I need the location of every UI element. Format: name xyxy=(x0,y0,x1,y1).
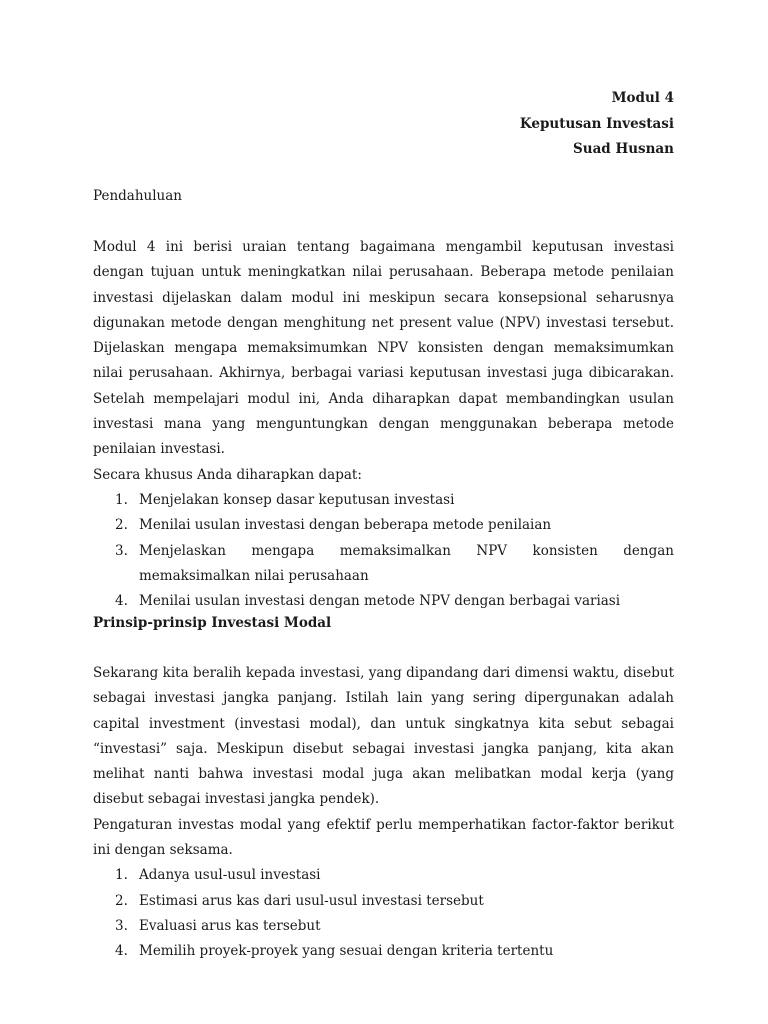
intro-heading: Pendahuluan xyxy=(93,188,182,204)
section-factors-list xyxy=(93,863,674,964)
list-number: 3. xyxy=(115,542,128,559)
list-number: 2. xyxy=(115,892,128,909)
list-text: Menilai usulan investasi dengan metode NPV dengan berbagai variasi xyxy=(139,593,621,610)
list-text: Menjelaskan mengapa memaksimalkan NPV konsisten dengan memaksimalkan nilai perusahaan xyxy=(139,542,674,584)
section-heading-block xyxy=(93,611,674,636)
section-body xyxy=(93,661,674,965)
intro-heading-block xyxy=(93,184,674,209)
list-item xyxy=(93,863,674,888)
document-title: Keputusan Investasi xyxy=(519,115,674,132)
list-text: Evaluasi arus kas tersebut xyxy=(139,917,321,934)
list-item xyxy=(93,914,674,939)
intro-section xyxy=(93,235,674,614)
list-item xyxy=(93,889,674,914)
section-paragraph: Sekarang kita beralih kepada investasi, yang dipandang dari dimensi waktu, disebut sebagai investasi jangka panjang. Istilah lain yang sering dipergunakan adalah capital investment (investasi modal), dan untuk singkatnya kita sebut sebagai “investasi” saja. Meskipun disebut sebagai investasi jangka panjang, kita akan melihat nanti bahwa investasi modal juga akan melibatkan modal kerja (yang disebut sebagai investasi jangka pendek). xyxy=(93,665,674,808)
list-number: 3. xyxy=(115,917,128,934)
intro-lead: Secara khusus Anda diharapkan dapat: xyxy=(93,466,362,483)
list-number: 4. xyxy=(115,593,128,610)
list-number: 1. xyxy=(115,491,128,508)
document-header xyxy=(520,86,674,163)
list-text: Memilih proyek-proyek yang sesuai dengan kriteria tertentu xyxy=(139,943,554,960)
intro-paragraph: Modul 4 ini berisi uraian tentang bagaimana mengambil keputusan investasi dengan tujuan untuk meningkatkan nilai perusahaan. Beberapa metode penilaian investasi dijelaskan dalam modul ini meskipun secara konsepsional seharusnya digunakan metode dengan menghitung net present value (NPV) investasi tersebut. Dijelaskan mengapa memaksimumkan NPV konsisten dengan memaksimumkan nilai perusahaan. Akhirnya, berbagai variasi keputusan investasi juga dibicarakan. Setelah mempelajari modul ini, Anda diharapkan dapat membandingkan usulan investasi mana yang menguntungkan dengan menggunakan beberapa metode penilaian investasi. xyxy=(93,239,674,458)
list-item xyxy=(93,539,674,590)
intro-objectives-list xyxy=(93,488,674,614)
section-heading: Prinsip-prinsip Investasi Modal xyxy=(93,615,332,631)
module-label: Modul 4 xyxy=(611,90,674,106)
list-item xyxy=(93,939,674,964)
list-number: 2. xyxy=(115,517,128,534)
list-text: Estimasi arus kas dari usul-usul investasi tersebut xyxy=(139,892,484,909)
list-text: Menjelakan konsep dasar keputusan investasi xyxy=(139,491,455,508)
section-lead: Pengaturan investas modal yang efektif perlu memperhatikan factor-faktor berikut ini dengan seksama. xyxy=(93,816,674,859)
list-number: 4. xyxy=(115,943,128,960)
list-text: Menilai usulan investasi dengan beberapa metode penilaian xyxy=(139,517,552,534)
author-name: Suad Husnan xyxy=(573,141,674,157)
list-text: Adanya usul-usul investasi xyxy=(139,867,321,884)
list-number: 1. xyxy=(115,867,128,884)
list-item xyxy=(93,488,674,513)
list-item xyxy=(93,513,674,538)
